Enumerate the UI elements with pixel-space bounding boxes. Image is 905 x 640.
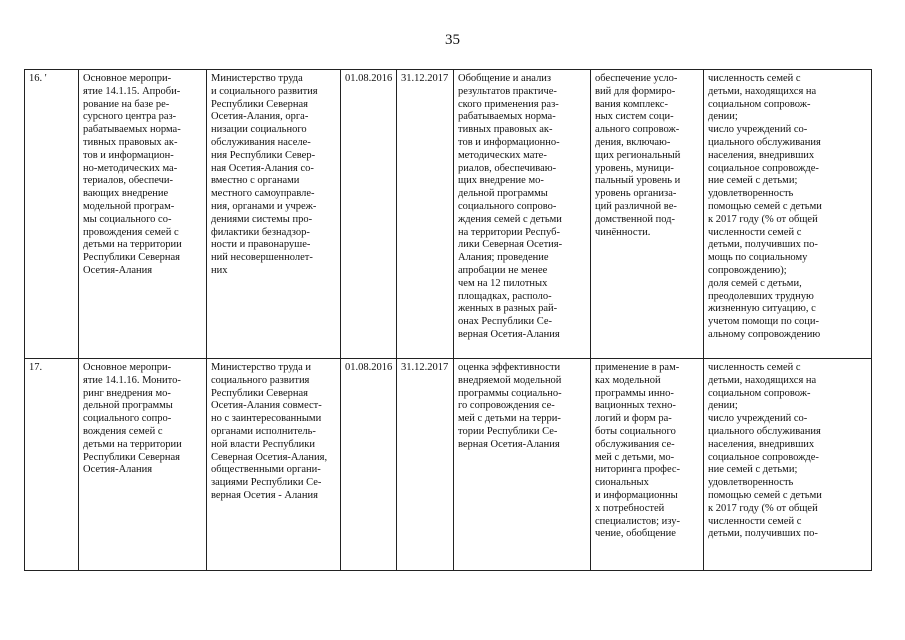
result-cell: Обобщение и анализ результатов практиче- ского применения раз- рабатываемых норма- тивных правовых ак- тов и информационно- методических мате- риалов, обеспечиваю- щих внедрение мо- дельной программы социального сопрово- ждения семей с детьми на территории Респуб- лики Северная Осетия- Алания; проведение апробации не менее чем на 12 пилотных площадках, располо- женных в разных рай- онах Республики Се- верная Осетия-Алания: [454, 70, 591, 359]
page-number: 35: [445, 32, 460, 48]
table-row: [25, 70, 872, 359]
end-date-cell: 31.12.2017: [397, 70, 454, 359]
executor-cell: Министерство труда и социального развития Республики Северная Осетия-Алания совмест- но с заинтересованными органами исполнитель- ной власти Республики Северная Осетия-Алания, общественными органи- зациями Республики Се- верная Осетия - Алания: [207, 359, 341, 571]
table-row: [25, 359, 872, 571]
goal-cell: применение в рам- ках модельной программы инно- вационных техно- логий и форм ра- боты социального обслуживания се- мей с детьми, мо- ниторинга профес- сиональных и информационны х потребностей специалистов; изу- чение, обобщение: [591, 359, 704, 571]
indicators-cell: численность семей с детьми, находящихся на социальном сопровож- дении; число учреждений со- циального обслуживания населения, внедривших социальное сопровожде- ние семей с детьми; удовлетворенность помощью семей с детьми к 2017 году (% от общей численности семей с детьми, получивших по- мощь по социальному сопровождению); доля семей с детьми, преодолевших трудную жизненную ситуацию, с учетом помощи по соци- альному сопровождению: [704, 70, 872, 359]
start-date-cell: 01.08.2016: [341, 359, 397, 571]
row-number: 17.: [25, 359, 79, 571]
program-table: [24, 69, 872, 571]
end-date-cell: 31.12.2017: [397, 359, 454, 571]
goal-cell: обеспечение усло- вий для формиро- вания комплекс- ных систем соци- ального сопровож- дения, включаю- щих региональный уровень, муници- пальный уровень и уровень организа- ций различной ве- домственной под- чинённости.: [591, 70, 704, 359]
event-cell: Основное меропри- ятие 14.1.16. Монито- ринг внедрения мо- дельной программы социального сопро- вождения семей с детьми на территории Республики Северная Осетия-Алания: [79, 359, 207, 571]
event-cell: Основное меропри- ятие 14.1.15. Апроби- рование на базе ре- сурсного центра раз- рабатываемых норма- тивных правовых ак- тов и информацион- но-методических ма- териалов, обеспечи- вающих внедрение модельной програм- мы социального со- провождения семей с детьми на территории Республики Северная Осетия-Алания: [79, 70, 207, 359]
executor-cell: Министерство труда и социального развития Республики Северная Осетия-Алания, орга- низации социального обслуживания населе- ния Республики Север- ная Осетия-Алания со- вместно с органами местного самоуправле- ния, органами и учреж- дениями системы про- филактики безнадзор- ности и правонаруше- ний несовершеннолет- них: [207, 70, 341, 359]
indicators-cell: численность семей с детьми, находящихся на социальном сопровож- дении; число учреждений со- циального обслуживания населения, внедривших социальное сопровожде- ние семей с детьми; удовлетворенность помощью семей с детьми к 2017 году (% от общей численности семей с детьми, получивших по-: [704, 359, 872, 571]
result-cell: оценка эффективности внедряемой модельной программы социально- го сопровождения се- мей с детьми на терри- тории Республики Се- верная Осетия-Алания: [454, 359, 591, 571]
start-date-cell: 01.08.2016: [341, 70, 397, 359]
row-number: 16. ': [25, 70, 79, 359]
